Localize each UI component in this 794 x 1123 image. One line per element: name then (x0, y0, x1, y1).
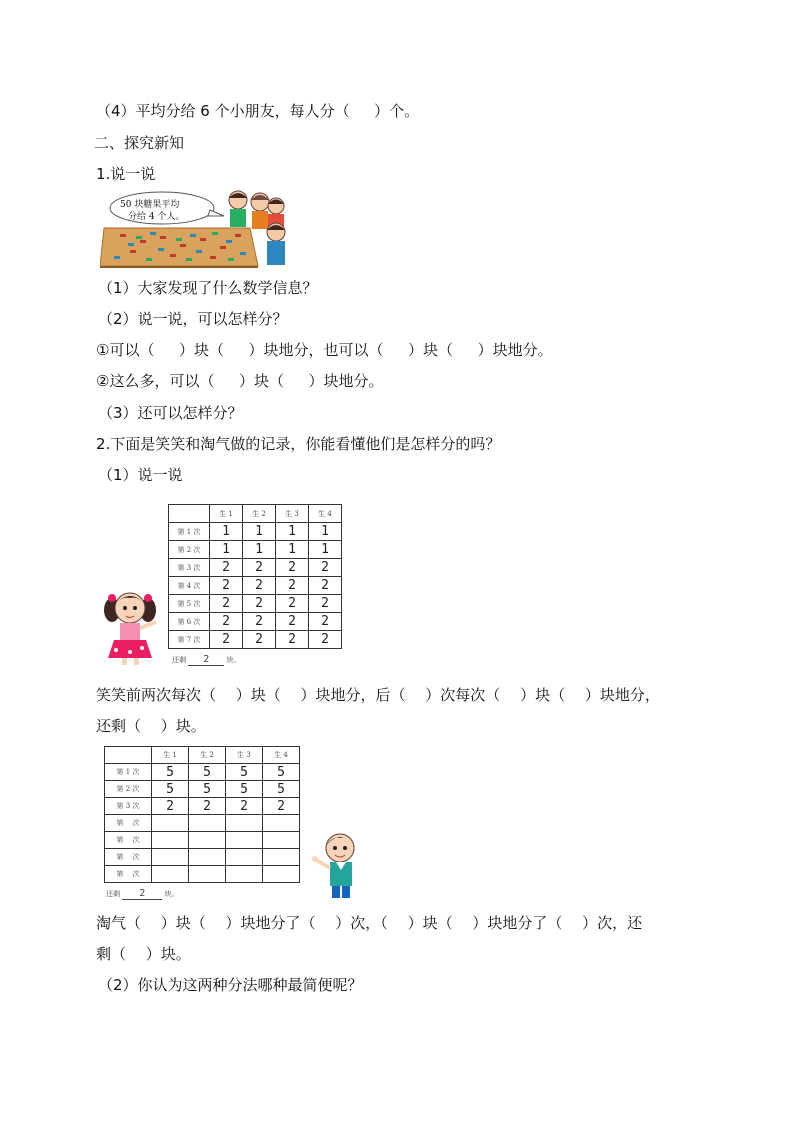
xiaoxiao-record-table (168, 504, 342, 649)
answer-line-2: ②这么多，可以（ ）块（ ）块地分。 (96, 372, 384, 390)
girl-illustration (100, 588, 166, 666)
cell (263, 832, 300, 849)
cell: 2 (309, 613, 342, 631)
table-row (169, 595, 342, 613)
cell: 2 (210, 559, 243, 577)
table-row (169, 559, 342, 577)
cell: 1 (243, 541, 276, 559)
table-row (105, 764, 300, 781)
row-label: 第 7 次 (169, 631, 210, 649)
cell: 5 (226, 781, 263, 798)
cell: 2 (243, 631, 276, 649)
taoqi-question-line-1: 淘气（ ）块（ ）块地分了（ ）次，（ ）块（ ）块地分了（ ）次，还 (96, 914, 643, 932)
subsection-2-heading: 2.下面是笑笑和淘气做的记录，你能看懂他们是怎样分的吗？ (96, 435, 501, 453)
row-label: 第 次 (105, 866, 152, 883)
cell (189, 849, 226, 866)
cell: 2 (210, 595, 243, 613)
row-label: 第 1 次 (105, 764, 152, 781)
row-label: 第 5 次 (169, 595, 210, 613)
cell: 2 (309, 577, 342, 595)
table-row (105, 849, 300, 866)
cell: 5 (263, 781, 300, 798)
row-label: 第 3 次 (169, 559, 210, 577)
remain-value: 2 (188, 654, 224, 666)
table-row (105, 781, 300, 798)
cell: 1 (210, 523, 243, 541)
xiaoxiao-question-line-1: 笑笑前两次每次（ ）块（ ）块地分，后（ ）次每次（ ）块（ ）块地分， (96, 686, 660, 704)
cell (226, 866, 263, 883)
cell: 2 (243, 613, 276, 631)
header-student-2: 生 2 (243, 505, 276, 523)
cell: 5 (152, 764, 189, 781)
row-label: 第 3 次 (105, 798, 152, 815)
cell: 2 (210, 631, 243, 649)
table-row (169, 631, 342, 649)
header-student-3: 生 3 (226, 747, 263, 764)
cell: 2 (226, 798, 263, 815)
remain-suffix: 块。 (226, 656, 241, 664)
cell: 2 (243, 595, 276, 613)
cell: 2 (276, 559, 309, 577)
question-4-line: （4）平均分给 6 个小朋友，每人分（ ）个。 (96, 102, 420, 120)
cell (226, 849, 263, 866)
cell (152, 815, 189, 832)
row-label: 第 6 次 (169, 613, 210, 631)
header-student-1: 生 1 (210, 505, 243, 523)
row-label: 第 4 次 (169, 577, 210, 595)
cell: 2 (263, 798, 300, 815)
cell: 1 (276, 541, 309, 559)
row-label: 第 次 (105, 832, 152, 849)
cell: 5 (189, 764, 226, 781)
row-label: 第 1 次 (169, 523, 210, 541)
cell: 1 (309, 523, 342, 541)
row-label: 第 2 次 (105, 781, 152, 798)
cell: 1 (276, 523, 309, 541)
taoqi-question-line-2: 剩（ ）块。 (96, 945, 191, 963)
cell: 2 (243, 559, 276, 577)
header-student-2: 生 2 (189, 747, 226, 764)
header-student-4: 生 4 (309, 505, 342, 523)
cell (263, 849, 300, 866)
table1-remainder (172, 654, 240, 666)
xiaoxiao-question-line-2: 还剩（ ）块。 (96, 717, 206, 735)
boy-illustration (310, 830, 364, 900)
remain-suffix: 块。 (164, 890, 179, 898)
cell: 2 (189, 798, 226, 815)
remain-prefix: 还剩 (172, 656, 186, 664)
answer-line-1: ①可以（ ）块（ ）块地分，也可以（ ）块（ ）块地分。 (96, 341, 553, 359)
cell: 2 (309, 631, 342, 649)
cell: 2 (276, 595, 309, 613)
question-1-1: （1）大家发现了什么数学信息？ (98, 279, 318, 297)
cell (189, 866, 226, 883)
row-label: 第 次 (105, 815, 152, 832)
table-row (169, 613, 342, 631)
section-heading: 二、探究新知 (94, 134, 185, 152)
cell (152, 832, 189, 849)
header-student-4: 生 4 (263, 747, 300, 764)
question-2-2: （2）你认为这两种分法哪种最简便呢？ (98, 976, 363, 994)
subsection-1-heading: 1.说一说 (96, 165, 156, 183)
cell: 2 (210, 577, 243, 595)
table-row (169, 541, 342, 559)
cell: 2 (243, 577, 276, 595)
cell: 5 (152, 781, 189, 798)
row-label: 第 2 次 (169, 541, 210, 559)
table-row (105, 798, 300, 815)
speech-bubble-line-2: 分给 4 个人。 (128, 212, 185, 222)
table-row (105, 815, 300, 832)
header-student-1: 生 1 (152, 747, 189, 764)
cell: 2 (309, 559, 342, 577)
cell: 1 (243, 523, 276, 541)
cell (152, 866, 189, 883)
table2-remainder (106, 888, 178, 900)
question-1-3: （3）还可以怎样分？ (98, 404, 243, 422)
table-row (169, 523, 342, 541)
cell: 1 (210, 541, 243, 559)
taoqi-record-table (104, 746, 300, 883)
cell: 2 (276, 577, 309, 595)
remain-prefix: 还剩 (106, 890, 120, 898)
cell (226, 832, 263, 849)
header-student-3: 生 3 (276, 505, 309, 523)
cell: 2 (309, 595, 342, 613)
cell: 5 (263, 764, 300, 781)
cell: 2 (210, 613, 243, 631)
table-row (169, 577, 342, 595)
cell (226, 815, 263, 832)
cell (152, 849, 189, 866)
cell (189, 815, 226, 832)
cell: 5 (189, 781, 226, 798)
cell: 5 (226, 764, 263, 781)
cell: 1 (309, 541, 342, 559)
speech-bubble-line-1: 50 块糖果平均 (120, 200, 180, 210)
cell: 2 (276, 613, 309, 631)
cell: 2 (152, 798, 189, 815)
cell (189, 832, 226, 849)
table-row (105, 832, 300, 849)
candy-illustration (100, 188, 294, 268)
question-2-1: （1）说一说 (98, 466, 183, 484)
cell: 2 (276, 631, 309, 649)
cell (263, 815, 300, 832)
cell (263, 866, 300, 883)
question-1-2: （2）说一说，可以怎样分？ (98, 310, 288, 328)
remain-value: 2 (122, 888, 162, 900)
table-row (105, 866, 300, 883)
row-label: 第 次 (105, 849, 152, 866)
